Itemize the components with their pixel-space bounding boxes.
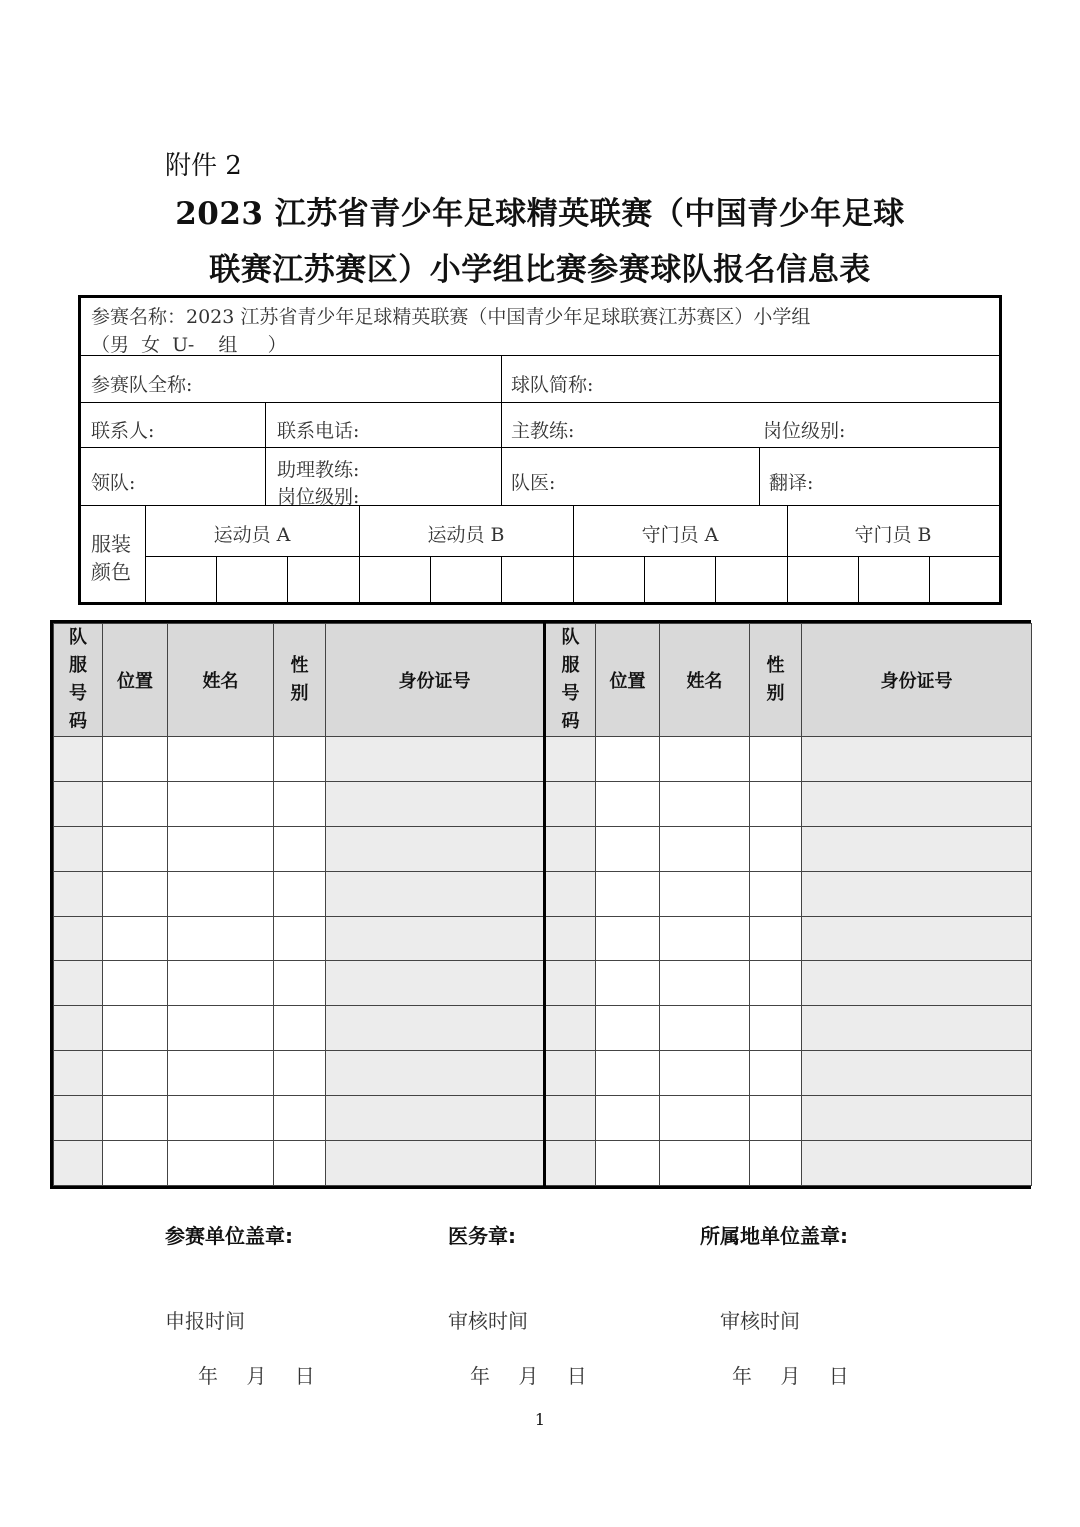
kit-group-player-b: 运动员 B — [427, 524, 505, 546]
player-cell[interactable] — [660, 916, 750, 961]
player-cell[interactable] — [326, 1051, 545, 1096]
phone-field[interactable]: 联系电话: — [277, 420, 360, 442]
kit-group-keeper-a: 守门员 A — [641, 524, 719, 546]
player-cell[interactable] — [596, 961, 660, 1006]
player-cell[interactable] — [545, 961, 596, 1006]
player-cell[interactable] — [660, 961, 750, 1006]
review-date-1: 年 月 日 — [470, 1364, 587, 1388]
header-id-number: 身份证号 — [326, 624, 545, 737]
table-row — [54, 781, 1032, 826]
header-gender: 性 别 — [750, 624, 802, 737]
player-cell[interactable] — [168, 871, 274, 916]
report-time-label: 申报时间 — [165, 1309, 245, 1333]
player-cell[interactable] — [802, 961, 1032, 1006]
player-cell[interactable] — [750, 1006, 802, 1051]
player-cell[interactable] — [545, 1051, 596, 1096]
player-cell[interactable] — [274, 1051, 326, 1096]
header-id-number: 身份证号 — [802, 624, 1032, 737]
table-row — [54, 1141, 1032, 1186]
player-cell[interactable] — [103, 961, 168, 1006]
medical-stamp-label: 医务章: — [448, 1224, 516, 1248]
local-unit-stamp-label: 所属地单位盖章: — [700, 1224, 848, 1248]
player-cell[interactable] — [326, 871, 545, 916]
player-cell[interactable] — [660, 781, 750, 826]
player-cell[interactable] — [750, 871, 802, 916]
player-cell[interactable] — [802, 916, 1032, 961]
player-cell[interactable] — [545, 871, 596, 916]
player-cell[interactable] — [103, 737, 168, 782]
player-cell[interactable] — [326, 916, 545, 961]
player-cell[interactable] — [168, 1006, 274, 1051]
header-position: 位置 — [103, 624, 168, 737]
player-cell[interactable] — [103, 826, 168, 871]
player-cell[interactable] — [750, 1096, 802, 1141]
assistant-coach-field[interactable]: 助理教练: — [277, 459, 360, 481]
player-cell[interactable] — [54, 826, 103, 871]
kit-color-label-1: 服装 — [91, 532, 131, 556]
player-cell[interactable] — [802, 1141, 1032, 1186]
player-cell[interactable] — [596, 737, 660, 782]
player-cell[interactable] — [54, 781, 103, 826]
page-number: 1 — [534, 1410, 546, 1429]
form-title-line-1: 2023 江苏省青少年足球精英联赛（中国青少年足球 — [175, 196, 905, 232]
player-cell[interactable] — [326, 826, 545, 871]
player-cell[interactable] — [274, 961, 326, 1006]
table-row — [54, 961, 1032, 1006]
player-cell[interactable] — [596, 1141, 660, 1186]
team-stamp-label: 参赛单位盖章: — [165, 1224, 293, 1248]
header-position: 位置 — [596, 624, 660, 737]
header-number: 队 服 号 码 — [545, 624, 596, 737]
player-cell[interactable] — [103, 781, 168, 826]
table-row — [54, 916, 1032, 961]
review-time-label-1: 审核时间 — [448, 1309, 528, 1333]
player-cell[interactable] — [54, 1141, 103, 1186]
table-row — [54, 871, 1032, 916]
head-coach-level-field[interactable]: 岗位级别: — [763, 420, 846, 442]
player-cell[interactable] — [596, 1051, 660, 1096]
player-cell[interactable] — [103, 871, 168, 916]
header-name: 姓名 — [168, 624, 274, 737]
player-cell[interactable] — [54, 871, 103, 916]
player-cell[interactable] — [545, 1141, 596, 1186]
player-cell[interactable] — [545, 916, 596, 961]
review-date-2: 年 月 日 — [732, 1364, 849, 1388]
player-cell[interactable] — [274, 737, 326, 782]
player-cell[interactable] — [168, 1141, 274, 1186]
player-cell[interactable] — [802, 1096, 1032, 1141]
player-cell[interactable] — [660, 826, 750, 871]
player-cell[interactable] — [660, 1006, 750, 1051]
player-cell[interactable] — [545, 826, 596, 871]
kit-group-player-a: 运动员 A — [213, 524, 291, 546]
player-cell[interactable] — [596, 781, 660, 826]
kit-group-keeper-b: 守门员 B — [854, 524, 932, 546]
player-cell[interactable] — [54, 961, 103, 1006]
table-row — [54, 737, 1032, 782]
kit-color-label-2: 颜色 — [91, 560, 131, 584]
player-cell[interactable] — [660, 1051, 750, 1096]
player-cell[interactable] — [596, 916, 660, 961]
event-name: 参赛名称：2023 江苏省青少年足球精英联赛（中国青少年足球联赛江苏赛区）小学组 — [91, 306, 811, 328]
contact-field[interactable]: 联系人: — [91, 420, 155, 442]
player-cell[interactable] — [750, 916, 802, 961]
table-row — [54, 1051, 1032, 1096]
player-cell[interactable] — [54, 916, 103, 961]
player-cell[interactable] — [660, 1096, 750, 1141]
head-coach-field[interactable]: 主教练: — [511, 420, 575, 442]
header-gender: 性 别 — [274, 624, 326, 737]
team-leader-field[interactable]: 领队: — [91, 472, 136, 494]
player-cell[interactable] — [750, 1141, 802, 1186]
team-full-name-field[interactable]: 参赛队全称: — [91, 374, 193, 396]
doctor-field[interactable]: 队医: — [511, 472, 556, 494]
player-cell[interactable] — [274, 826, 326, 871]
player-cell[interactable] — [326, 961, 545, 1006]
player-cell[interactable] — [802, 781, 1032, 826]
player-cell[interactable] — [274, 1141, 326, 1186]
player-cell[interactable] — [660, 737, 750, 782]
player-cell[interactable] — [750, 737, 802, 782]
player-cell[interactable] — [326, 737, 545, 782]
player-cell[interactable] — [168, 1051, 274, 1096]
review-time-label-2: 审核时间 — [720, 1309, 800, 1333]
attachment-label: 附件 2 — [165, 151, 242, 181]
table-row — [54, 1006, 1032, 1051]
player-roster-table — [50, 620, 1031, 1189]
player-cell[interactable] — [545, 1096, 596, 1141]
team-short-name-field[interactable]: 球队简称: — [511, 374, 594, 396]
player-cell[interactable] — [326, 781, 545, 826]
player-cell[interactable] — [103, 1051, 168, 1096]
player-cell[interactable] — [54, 737, 103, 782]
player-cell[interactable] — [660, 871, 750, 916]
player-cell[interactable] — [596, 826, 660, 871]
assistant-level-field[interactable]: 岗位级别: — [277, 486, 360, 508]
form-title-line-2: 联赛江苏赛区）小学组比赛参赛球队报名信息表 — [209, 252, 871, 288]
player-cell[interactable] — [802, 826, 1032, 871]
report-date: 年 月 日 — [198, 1364, 315, 1388]
player-cell[interactable] — [802, 1006, 1032, 1051]
player-cell[interactable] — [802, 871, 1032, 916]
player-cell[interactable] — [168, 781, 274, 826]
player-cell[interactable] — [750, 781, 802, 826]
header-name: 姓名 — [660, 624, 750, 737]
player-cell[interactable] — [103, 1006, 168, 1051]
event-group: （男 女 U- 组 ） — [91, 334, 287, 356]
player-cell[interactable] — [545, 737, 596, 782]
player-cell[interactable] — [596, 871, 660, 916]
player-cell[interactable] — [168, 1096, 274, 1141]
player-cell[interactable] — [750, 961, 802, 1006]
player-cell[interactable] — [326, 1096, 545, 1141]
player-cell[interactable] — [274, 1006, 326, 1051]
player-cell[interactable] — [54, 1096, 103, 1141]
player-cell[interactable] — [274, 916, 326, 961]
player-cell[interactable] — [103, 1141, 168, 1186]
player-cell[interactable] — [660, 1141, 750, 1186]
player-cell[interactable] — [274, 871, 326, 916]
translator-field[interactable]: 翻译: — [769, 472, 814, 494]
player-cell[interactable] — [103, 916, 168, 961]
player-cell[interactable] — [54, 1051, 103, 1096]
header-number: 队 服 号 码 — [54, 624, 103, 737]
player-cell[interactable] — [54, 1006, 103, 1051]
player-cell[interactable] — [545, 781, 596, 826]
player-cell[interactable] — [168, 916, 274, 961]
player-cell[interactable] — [103, 1096, 168, 1141]
player-cell[interactable] — [168, 826, 274, 871]
table-row — [54, 1096, 1032, 1141]
player-cell[interactable] — [168, 737, 274, 782]
player-cell[interactable] — [168, 961, 274, 1006]
player-cell[interactable] — [596, 1006, 660, 1051]
player-cell[interactable] — [750, 1051, 802, 1096]
player-cell[interactable] — [545, 1006, 596, 1051]
player-cell[interactable] — [750, 826, 802, 871]
player-cell[interactable] — [802, 737, 1032, 782]
player-cell[interactable] — [274, 781, 326, 826]
player-cell[interactable] — [596, 1096, 660, 1141]
team-info-table — [78, 295, 1002, 605]
table-row — [54, 826, 1032, 871]
player-cell[interactable] — [274, 1096, 326, 1141]
player-cell[interactable] — [326, 1141, 545, 1186]
player-cell[interactable] — [326, 1006, 545, 1051]
player-cell[interactable] — [802, 1051, 1032, 1096]
